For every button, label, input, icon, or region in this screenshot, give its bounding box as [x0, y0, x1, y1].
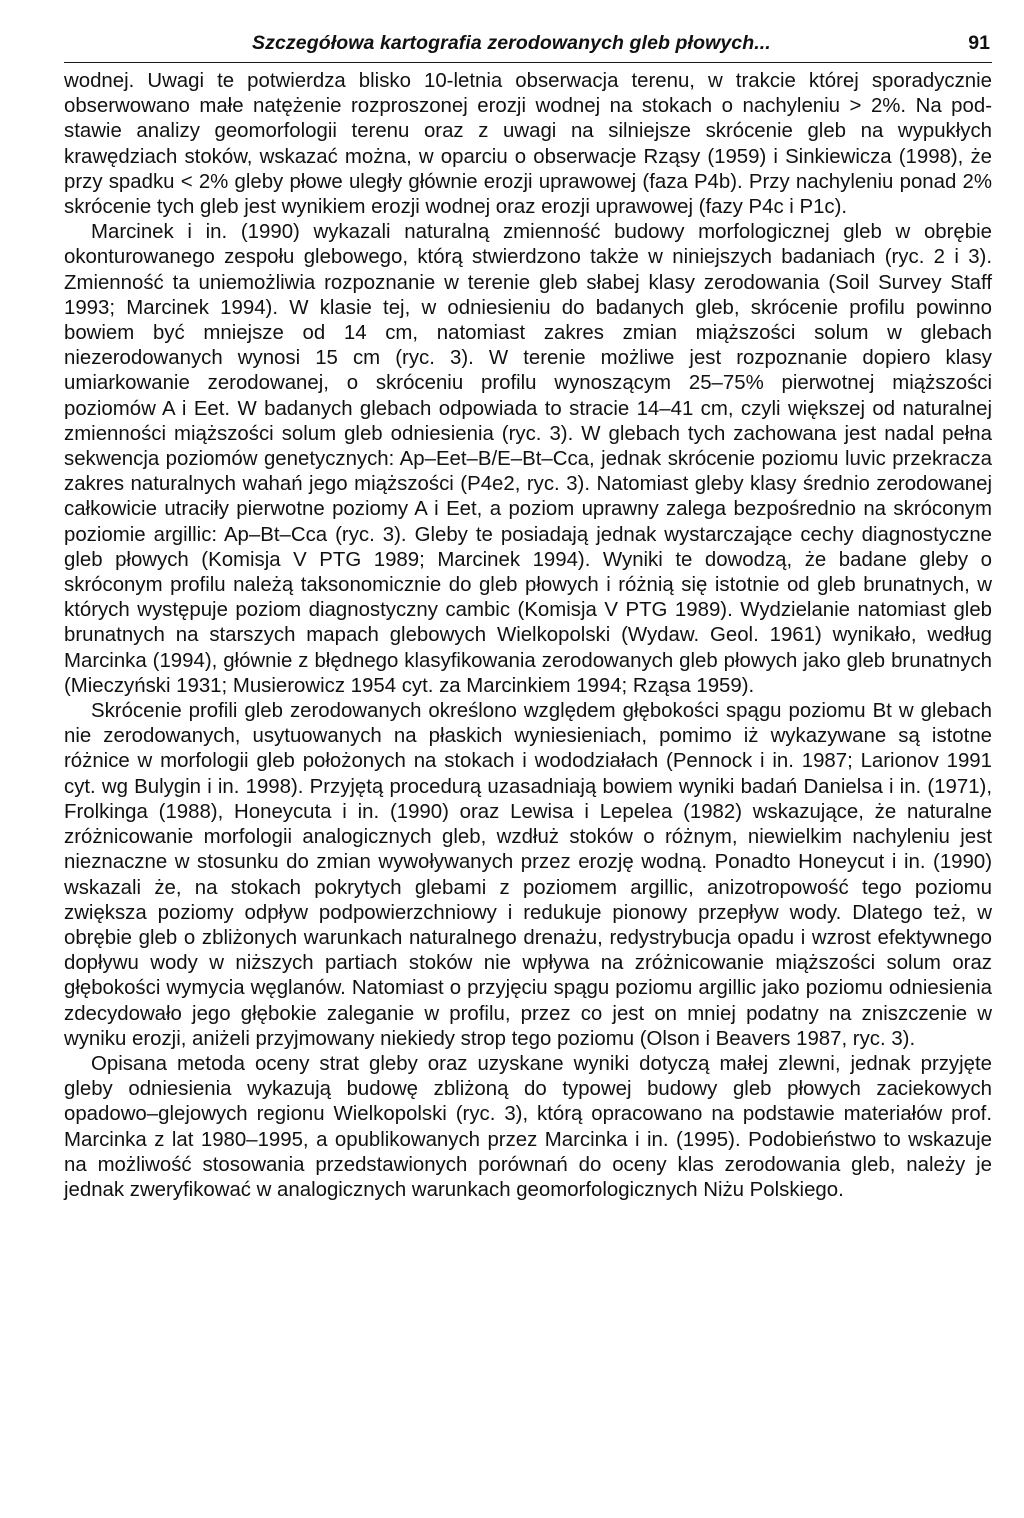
body-text — [64, 69, 992, 1203]
running-title: Szczegółowa kartografia zerodowanych gleb płowych... — [252, 32, 771, 54]
page — [64, 26, 992, 1203]
running-head — [64, 26, 992, 63]
paragraph: Marcinek i in. (1990) wykazali naturalną zmienność budowy morfologicznej gleb w obrębie okonturowanego zespołu glebowego, którą stwierdzono także w niniejszych badaniach (ryc. 2 i 3). Zmienność ta uniemożliwia rozpoznanie w terenie gleb słabej klasy zerodowania (Soil Survey Staff 1993; Marcinek 1994). W klasie tej, w odniesieniu do badanych gleb, skrócenie profilu powinno bowiem być mniejsze od 14 cm, natomiast zakres zmian miąższości solum w glebach niezerodowanych wynosi 15 cm (ryc. 3). W terenie możliwe jest rozpoznanie dopiero klasy umiarkowanie zerodowanej, o skróceniu profilu wynoszącym 25–75% pierwotnej miąższości poziomów A i Eet. W badanych glebach odpowiada to stracie 14–41 cm, czyli większej od naturalnej zmienności miąższości solum gleb odniesienia (ryc. 3). W glebach tych zachowana jest nadal pełna sekwencja poziomów genetycznych: Ap–Eet–B/E–Bt–Cca, jednak skrócenie poziomu luvic przekracza zakres naturalnych wahań jego miąższości (P4e2, ryc. 3). Natomiast gleby klasy średnio zerodowanej całkowicie utraciły pierwotne poziomy A i Eet, a poziom uprawny zalega bezpośrednio na skróconym poziomie argillic: Ap–Bt–Cca (ryc. 3). Gleby te posiadają jednak wystarczające cechy diagnostyczne gleb płowych (Komisja V PTG 1989; Marcinek 1994). Wyniki te dowodzą, że badane gleby o skróconym profilu należą taksonomicznie do gleb płowych i różnią się istotnie od gleb brunatnych, w których występuje poziom diagnostyczny cambic (Komisja V PTG 1989). Wydzielanie natomiast gleb brunatnych na starszych mapach glebowych Wielkopolski (Wydaw. Geol. 1961) wynikało, według Marcinka (1994), głównie z błędnego klasyfikowania zerodowanych gleb płowych jako gleb brunatnych (Mieczyński 1931; Musierowicz 1954 cyt. za Marcinkiem 1994; Rząsa 1959). — [64, 221, 992, 697]
paragraph: Skrócenie profili gleb zerodowanych określono względem głębokości spągu poziomu Bt w glebach nie zerodowanych, usytuowanych na płaskich wyniesieniach, pomimo iż wykazywane są istotne różnice w morfologii gleb położonych na stokach i wododziałach (Pennock i in. 1987; Larionov 1991 cyt. wg Bulygin i in. 1998). Przyjętą procedurą uzasadniają bowiem wyniki badań Danielsa i in. (1971), Frolkinga (1988), Honeycuta i in. (1990) oraz Lewisa i Lepelea (1982) wskazujące, że naturalne zróżnicowanie morfologii analogicznych gleb, wzdłuż stoków o różnym, niewielkim nachyleniu jest nieznaczne w stosunku do zmian wywoływanych przez erozję wodną. Ponadto Honeycut i in. (1990) wskazali że, na stokach pokrytych glebami z poziomem argillic, anizotropowość tego poziomu zwiększa poziomy odpływ podpowierzchniowy i redukuje pionowy przepływ wody. Dlatego też, w obrębie gleb o zbliżonych warunkach naturalnego drenażu, redystrybucja opadu i wzrost efektywnego dopływu wody w niższych partiach stoków nie wpływa na zróżnicowanie miąższości solum oraz głębokości wymycia węglanów. Natomiast o przyjęciu spągu poziomu argillic jako poziomu odniesienia zdecydowało jego głębokie zaleganie w profilu, przez co jest on mniej podatny na zniszczenie w wyniku erozji, aniżeli przyjmowany niekiedy strop tego poziomu (Olson i Beavers 1987, ryc. 3). — [64, 700, 992, 1050]
paragraph-continuation: wodnej. Uwagi te potwierdza blisko 10-letnia obserwacja terenu, w trakcie której sporadycznie obserwowano małe natężenie rozproszonej erozji wodnej na stokach o nachyleniu > 2%. Na podstawie analizy geomorfologii terenu oraz z uwagi na silniejsze skrócenie gleb na wypukłych krawędziach stoków, wskazać można, w oparciu o obserwacje Rząsy (1959) i Sinkiewicza (1998), że przy spadku < 2% gleby płowe uległy głównie erozji uprawowej (faza P4b). Przy nachyleniu ponad 2% skrócenie tych gleb jest wynikiem erozji wodnej oraz erozji uprawowej (fazy P4c i P1c). — [64, 70, 992, 219]
paragraph: Opisana metoda oceny strat gleby oraz uzyskane wyniki dotyczą małej zlewni, jednak przyjęte gleby odniesienia wykazują budowę zbliżoną do typowej budowy gleb płowych zaciekowych opadowo–glejowych regionu Wielkopolski (ryc. 3), którą opracowano na podstawie materiałów prof. Marcinka z lat 1980–1995, a opublikowanych przez Marcinka i in. (1995). Podobieństwo to wskazuje na możliwość stosowania przedstawionych porównań do oceny klas zerodowania gleb, należy je jednak zweryfikować w analogicznych warunkach geomorfologicznych Niżu Polskiego. — [64, 1052, 992, 1201]
page-number: 91 — [968, 32, 990, 54]
